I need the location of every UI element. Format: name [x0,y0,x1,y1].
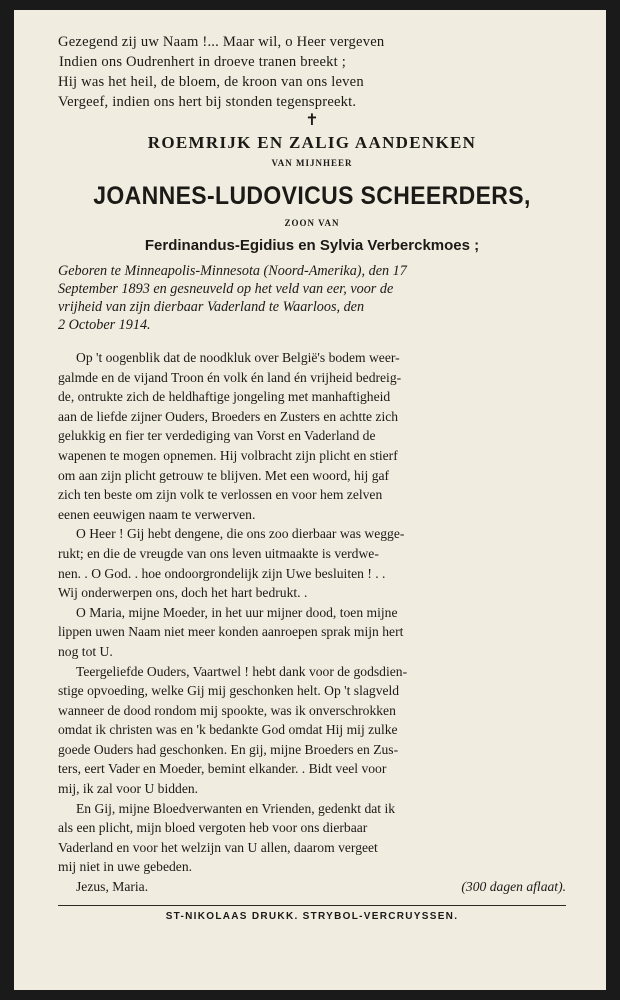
birth-line: September 1893 en gesneuveld op het veld van eer, voor de [58,281,394,297]
poem [58,32,566,112]
birth-line: Geboren te Minneapolis-Minnesota (Noord-Amerika), den 17 [58,263,407,279]
headline: ROEMRIJK EN ZALIG AANDENKEN [147,133,477,152]
poem-line: Hij was het heil, de bloem, de kroon van ons leven [58,74,364,90]
text-line: En Gij, mijne Bloedverwanten en Vrienden, gedenkt dat ik [76,800,396,816]
divider [58,905,566,906]
text-line: mij niet in uwe gebeden. [58,859,193,875]
birth-details [58,262,566,334]
text-line: wanneer de dood rondom mij spookte, was ik onverschrokken [58,702,396,718]
text-line: eenen eeuwigen naam te verwerven. [58,506,256,522]
text-line: wapenen te mogen opnemen. Hij volbracht zijn plicht en stierf [58,447,398,463]
text-line: lippen uwen Naam niet meer konden aanroepen sprak mijn hert [58,624,404,640]
van-mijnheer: VAN MIJNHEER [271,158,353,168]
text-line: gelukkig en fier ter verdediging van Vorst en Vaderland de [58,428,376,444]
text-line: ters, eert Vader en Moeder, bemint elkander. . Bidt veel voor [58,761,387,777]
closing-invocation: Jezus, Maria. [76,879,149,895]
text-line: de, ontrukte zich de heldhaftige jongeling met manhaftigheid [58,389,391,405]
text-line: mij, ik zal voor U bidden. [58,781,199,797]
poem-line: Vergeef, indien ons hert bij stonden tegenspreekt. [58,94,357,110]
text-line: Vaderland en voor het welzijn van U allen, daarom vergeet [58,839,378,855]
indulgence-note: (300 dagen aflaat). [461,879,566,895]
memorial-card [14,10,606,990]
deceased-name: JOANNES-LUDOVICUS SCHEERDERS, [93,182,531,210]
text-line: om aan zijn plicht getrouw te blijven. Met een woord, hij gaf [58,467,390,483]
text-line: Op 't oogenblik dat de noodkluk over België's bodem weer- [76,350,400,365]
text-line: nog tot U. [58,643,113,659]
printer-credit: ST-NIKOLAAS DRUKK. STRYBOL-VERCRUYSSEN. [165,911,459,923]
text-line: aan de liefde zijner Ouders, Broeders en Zusters en achtte zich [58,408,399,424]
text-line: zich ten beste om zijn volk te verlossen en voor hem zelven [58,487,383,503]
text-line: Wij onderwerpen ons, doch het hart bedrukt. . [58,585,308,601]
text-line: Teergeliefde Ouders, Vaartwel ! hebt dank voor de godsdien- [76,663,408,679]
poem-line: Gezegend zij uw Naam !... Maar wil, o Heer vergeven [58,34,385,50]
cross-icon: ✝ [305,112,319,129]
text-line: als een plicht, mijn bloed vergoten heb voor ons dierbaar [58,820,368,836]
text-line: nen. . O God. . hoe ondoorgrondelijk zijn Uwe besluiten ! . . [58,565,386,581]
text-line: O Heer ! Gij hebt dengene, die ons zoo dierbaar was wegge- [76,526,405,542]
text-line: O Maria, mijne Moeder, in het uur mijner dood, toen mijne [76,604,398,620]
poem-line: Indien ons Oudrenhert in droeve tranen breekt ; [59,54,346,70]
text-line: omdat ik christen was en 'k bedankte God omdat Hij mij zulke [58,722,398,738]
memorial-text [58,348,566,897]
text-line: galmde en de vijand Troon én volk én land én vrijheid bedreig- [58,369,402,385]
birth-line: vrijheid van zijn dierbaar Vaderland te Waarloos, den [58,299,365,315]
text-line: stige opvoeding, welke Gij mij geschonken helt. Op 't slagveld [58,683,400,699]
text-line: rukt; en die de vreugde van ons leven uitmaakte is verdwe- [58,545,379,561]
zoon-van: ZOON VAN [284,218,340,228]
text-line: goede Ouders had geschonken. En gij, mijne Broeders en Zus- [58,741,399,757]
parents: Ferdinandus-Egidius en Sylvia Verberckmoes ; [144,237,480,254]
birth-line: 2 October 1914. [58,317,151,333]
closing-line [58,877,566,897]
